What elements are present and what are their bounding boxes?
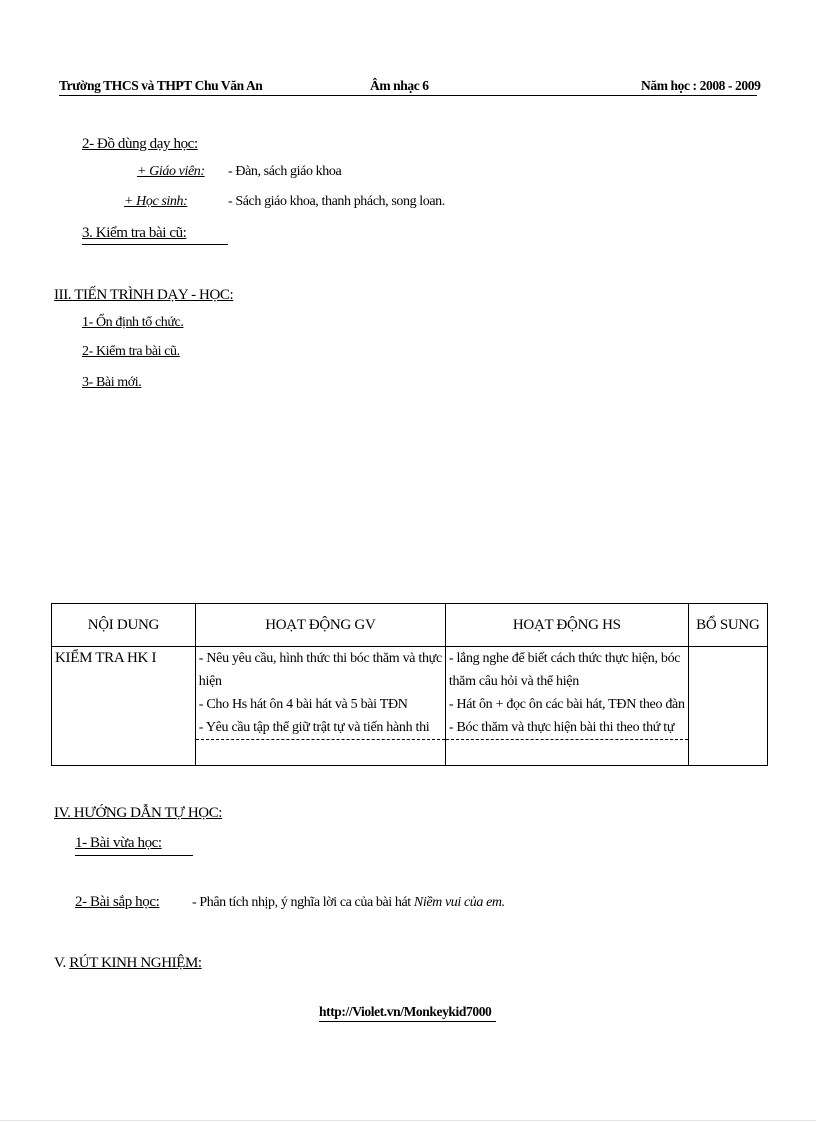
table-header-student: HOẠT ĐỘNG HS <box>445 604 688 647</box>
guidance-item-1-underline <box>75 855 193 856</box>
student-line-4: - Bóc thăm và thực hiện bài thi theo thứ tự <box>446 716 688 740</box>
header-school: Trường THCS và THPT Chu Văn An <box>59 78 263 93</box>
experience-heading <box>54 955 202 972</box>
cell-teacher-activity <box>195 647 445 766</box>
check-old-lesson-underline <box>82 244 228 245</box>
guidance-item-1: 1- Bài vừa học: <box>75 835 162 851</box>
supplement-text <box>689 647 767 670</box>
process-item-1: 1- Ổn định tổ chức. <box>82 315 184 330</box>
experience-title: RÚT KINH NGHIỆM: <box>69 955 202 971</box>
table-header-supplement: BỔ SUNG <box>688 604 767 647</box>
table-row <box>52 647 768 766</box>
teacher-line-1: - Nêu yêu cầu, hình thức thi bóc thăm và thực <box>198 651 442 666</box>
guidance-item-2-value <box>192 895 505 911</box>
check-old-lesson-heading: 3. Kiểm tra bài cũ: <box>82 225 187 241</box>
footer-link[interactable]: http://Violet.vn/Monkeykid7000 <box>319 1004 492 1019</box>
teacher-line-3: - Cho Hs hát ôn 4 bài hát và 5 bài TĐN <box>198 697 408 712</box>
guidance-item-2-label: 2- Bài sắp học: <box>75 894 160 910</box>
header-year: Năm học : 2008 - 2009 <box>641 78 761 93</box>
student-value: - Sách giáo khoa, thanh phách, song loan. <box>228 194 445 209</box>
student-line-2: thăm câu hỏi và thể hiện <box>448 674 579 689</box>
guidance-item-2-text: - Phân tích nhịp, ý nghĩa lời ca của bài hát <box>192 895 411 910</box>
experience-prefix: V. <box>54 955 70 971</box>
table-header-row <box>52 604 768 647</box>
teacher-label: + Giáo viên: <box>137 164 205 179</box>
table-header-teacher: HOẠT ĐỘNG GV <box>195 604 445 647</box>
cell-student-activity <box>445 647 688 766</box>
cell-content-text: KIỂM TRA HK I <box>55 650 157 666</box>
guidance-item-2-song: Niềm vui của em. <box>413 895 505 910</box>
cell-content <box>52 647 196 766</box>
teacher-line-2: hiện <box>198 674 222 689</box>
student-line-1: - lắng nghe để biết cách thức thực hiện, bóc <box>448 651 681 666</box>
materials-heading: 2- Đồ dùng dạy học: <box>82 136 198 152</box>
teacher-line-4: - Yêu cầu tập thể giữ trật tự và tiến hành thi <box>196 716 445 740</box>
footer-link-underline <box>319 1021 496 1022</box>
process-heading: III. TIẾN TRÌNH DẠY - HỌC: <box>54 287 234 303</box>
page-bottom-rule <box>0 1120 816 1121</box>
teacher-value: - Đàn, sách giáo khoa <box>228 164 342 179</box>
cell-supplement <box>688 647 767 766</box>
header-subject: Âm nhạc 6 <box>370 78 429 93</box>
student-label: + Học sinh: <box>124 194 188 209</box>
lesson-table <box>51 603 768 766</box>
table-header-content: NỘI DUNG <box>52 604 196 647</box>
guidance-heading: IV. HƯỚNG DẪN TỰ HỌC: <box>54 805 223 821</box>
header-divider <box>59 95 757 96</box>
process-item-2: 2- Kiểm tra bài cũ. <box>82 344 180 359</box>
process-item-3: 3- Bài mới. <box>82 375 142 390</box>
student-line-3: - Hát ôn + đọc ôn các bài hát, TĐN theo đàn <box>448 697 685 712</box>
